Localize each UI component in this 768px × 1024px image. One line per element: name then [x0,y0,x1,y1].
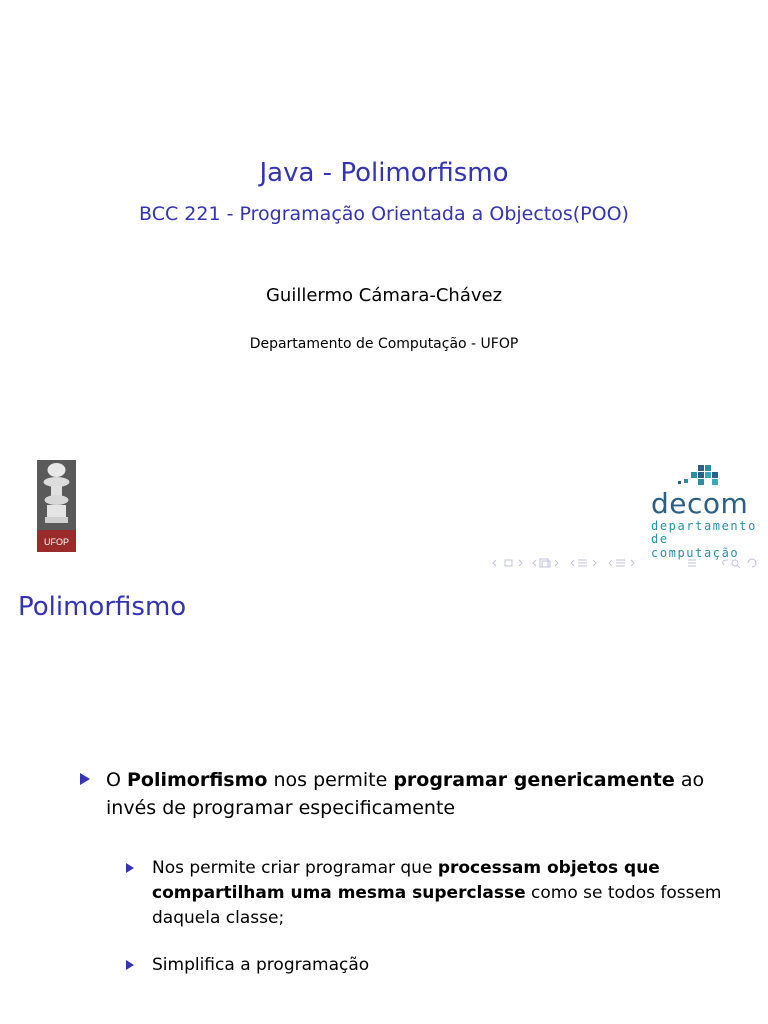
list-item [80,766,720,822]
frame-title: Polimorfismo [18,592,187,622]
bullet1-text-3: ao invés de programar especificamente [106,769,705,819]
institute-name: Departamento de Computação - UFOP [249,336,519,352]
decom-logo [648,463,763,560]
ufop-logo-text: UFOP [43,537,70,547]
content-slide [0,576,768,1024]
decom-pixel-icon [648,463,763,487]
sub1-text-1: Nos permite criar programar que [152,858,438,878]
list-item [126,856,722,931]
bullet1-bold-1: Polimorfismo [127,769,268,791]
frame-icon[interactable] [505,560,512,566]
list-item [126,953,722,978]
decom-tagline-1: departamento [651,519,757,533]
forward-icon[interactable] [748,559,756,567]
back-icon[interactable] [723,560,728,565]
bullet-list [80,766,720,1000]
author-name: Guillermo Cámara-Chávez [265,285,503,306]
nav-left-arrow-icon[interactable] [493,560,496,566]
bullet1-text-2: nos permite [267,769,394,791]
nav-right-arrow-icon[interactable] [519,560,522,566]
sub1-text-2: como se todos fossem daquela classe; [152,883,722,928]
presentation-subtitle: BCC 221 - Programação Orientada a Objectos(POO) [139,203,629,225]
sub1-bold-1: processam objetos que compartilham uma mesma superclasse [152,858,660,903]
presentation-title: Java - Polimorfismo [259,158,509,188]
doc-icon[interactable] [688,560,696,566]
subsection-icon[interactable] [609,560,634,566]
section-icon[interactable] [571,560,596,566]
bullet1-bold-2: programar genericamente [393,769,675,791]
sub-bullet-triangle-icon [126,960,134,970]
beamer-navigation-bar [490,556,762,570]
search-icon[interactable] [732,560,740,568]
decom-wordmark: decom [651,487,749,520]
sub2-text: Simplifica a programação [152,955,370,975]
bullet1-text-1: O [106,769,127,791]
subsection-back-icon[interactable] [533,559,558,567]
sub-bullet-triangle-icon [126,863,134,873]
ufop-logo [37,460,76,552]
decom-tagline-2: de computação [651,532,740,560]
bullet-triangle-icon [80,773,90,785]
